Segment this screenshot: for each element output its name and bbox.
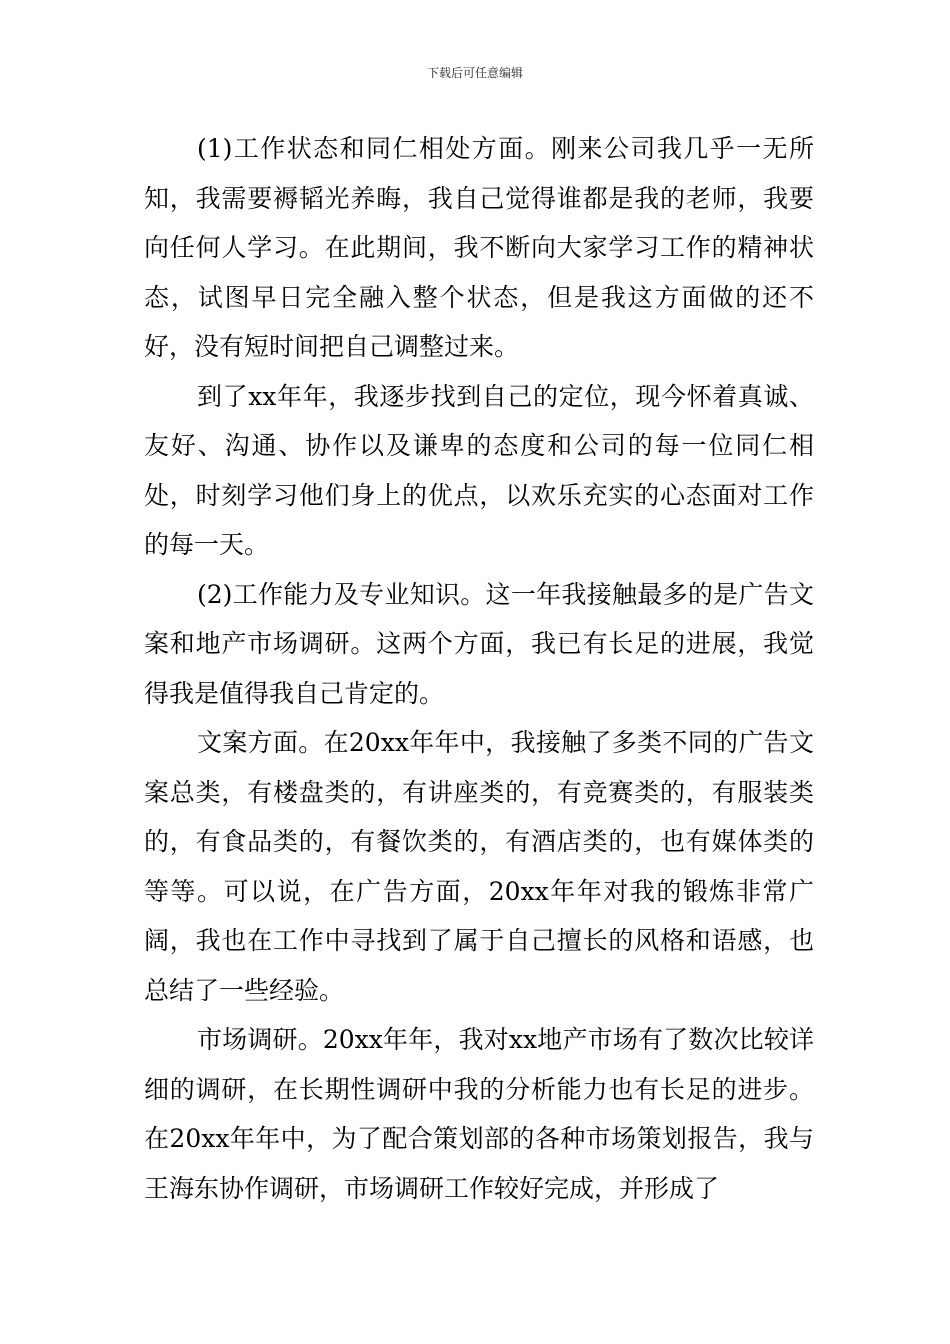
paragraph-work-ability: (2)工作能力及专业知识。这一年我接触最多的是广告文案和地产市场调研。这两个方面，我已有长足的进展，我觉得我是值得我自己肯定的。 xyxy=(144,579,814,708)
paragraph-self-positioning: 到了xx年年，我逐步找到自己的定位，现今怀着真诚、友好、沟通、协作以及谦卑的态度和公司的每一位同仁相处，时刻学习他们身上的优点，以欢乐充实的心态面对工作的每一天。 xyxy=(144,381,814,559)
paragraph-market-research: 市场调研。20xx年年，我对xx地产市场有了数次比较详细的调研，在长期性调研中我的分析能力也有长足的进步。在20xx年年中，为了配合策划部的各种市场策划报告，我与王海东协作调研，市场调研工作较好完成，并形成了 xyxy=(144,1025,814,1203)
paragraph-work-status: (1)工作状态和同仁相处方面。刚来公司我几乎一无所知，我需要褥韬光养晦，我自己觉得谁都是我的老师，我要向任何人学习。在此期间，我不断向大家学习工作的精神状态，试图早日完全融入整个状态，但是我这方面做的还不好，没有短时间把自己调整过来。 xyxy=(144,134,814,361)
header-note: 下载后可任意编辑 xyxy=(426,66,523,80)
paragraph-copywriting: 文案方面。在20xx年年中，我接触了多类不同的广告文案总类，有楼盘类的，有讲座类的，有竞赛类的，有服装类的，有食品类的，有餐饮类的，有酒店类的，也有媒体类的等等。可以说，在广告方面，20xx年年对我的锻炼非常广阔，我也在工作中寻找到了属于自己擅长的风格和语感，也总结了一些经验。 xyxy=(144,728,814,1005)
document-body xyxy=(144,124,814,1213)
